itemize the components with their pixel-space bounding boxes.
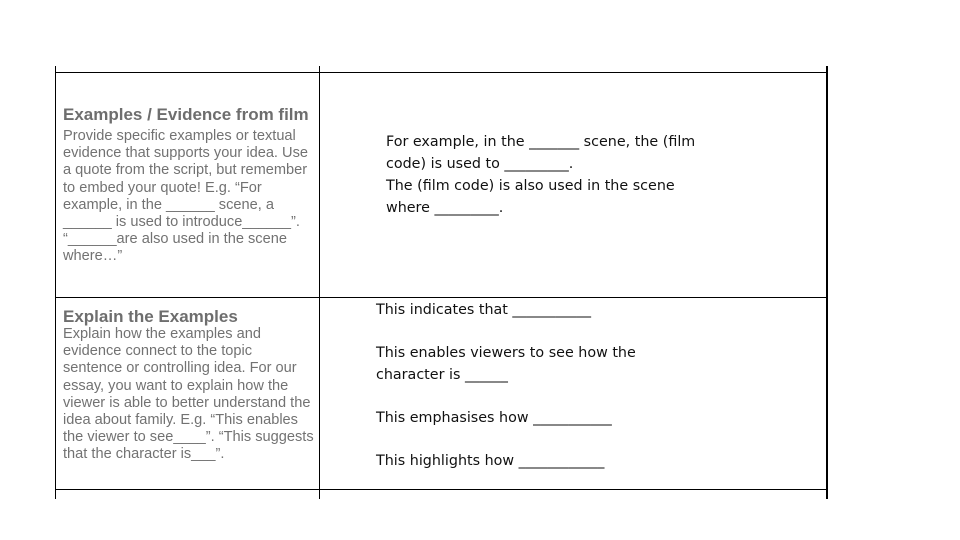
explain-response-line-5: This highlights how ____________ — [376, 453, 605, 469]
explain-heading: Explain the Examples — [63, 307, 238, 326]
table-column-divider — [319, 72, 320, 499]
explain-response-line-4: This emphasises how ___________ — [376, 410, 612, 426]
explain-response-line-3: character is ______ — [376, 367, 508, 383]
examples-response-line-4: where _________. — [386, 200, 504, 216]
explain-instructions: Explain how the examples and evidence connect to the topic sentence or controlling idea. For our essay, you want to explain how the viewer is able to better understand the idea about family. E.g. “This enables the viewer to see____”. “This suggests that the character is___”. — [63, 326, 314, 463]
table-border-right — [826, 72, 828, 499]
examples-response-line-1: For example, in the _______ scene, the (film — [386, 134, 696, 150]
examples-instruction-cell — [63, 104, 315, 266]
examples-response-line-2: code) is used to _________. — [386, 156, 574, 172]
table-border-top — [55, 72, 827, 73]
examples-instructions: Provide specific examples or textual evidence that supports your idea. Use a quote from the script, but remember to embed your quote! E.g. “For example, in the ______ scene, a ______ is used to introduce______”. “______are also used in the scene where…” — [63, 128, 308, 265]
table-border-bottom — [55, 489, 827, 490]
examples-heading: Examples / Evidence from film — [63, 105, 309, 124]
table-row-divider — [55, 297, 827, 298]
explain-instruction-cell — [63, 306, 315, 464]
explain-response-line-1: This indicates that ___________ — [376, 302, 592, 318]
table-border-left — [55, 72, 56, 499]
explain-response-line-2: This enables viewers to see how the — [376, 345, 636, 361]
examples-response-line-3: The (film code) is also used in the scene — [386, 178, 675, 194]
